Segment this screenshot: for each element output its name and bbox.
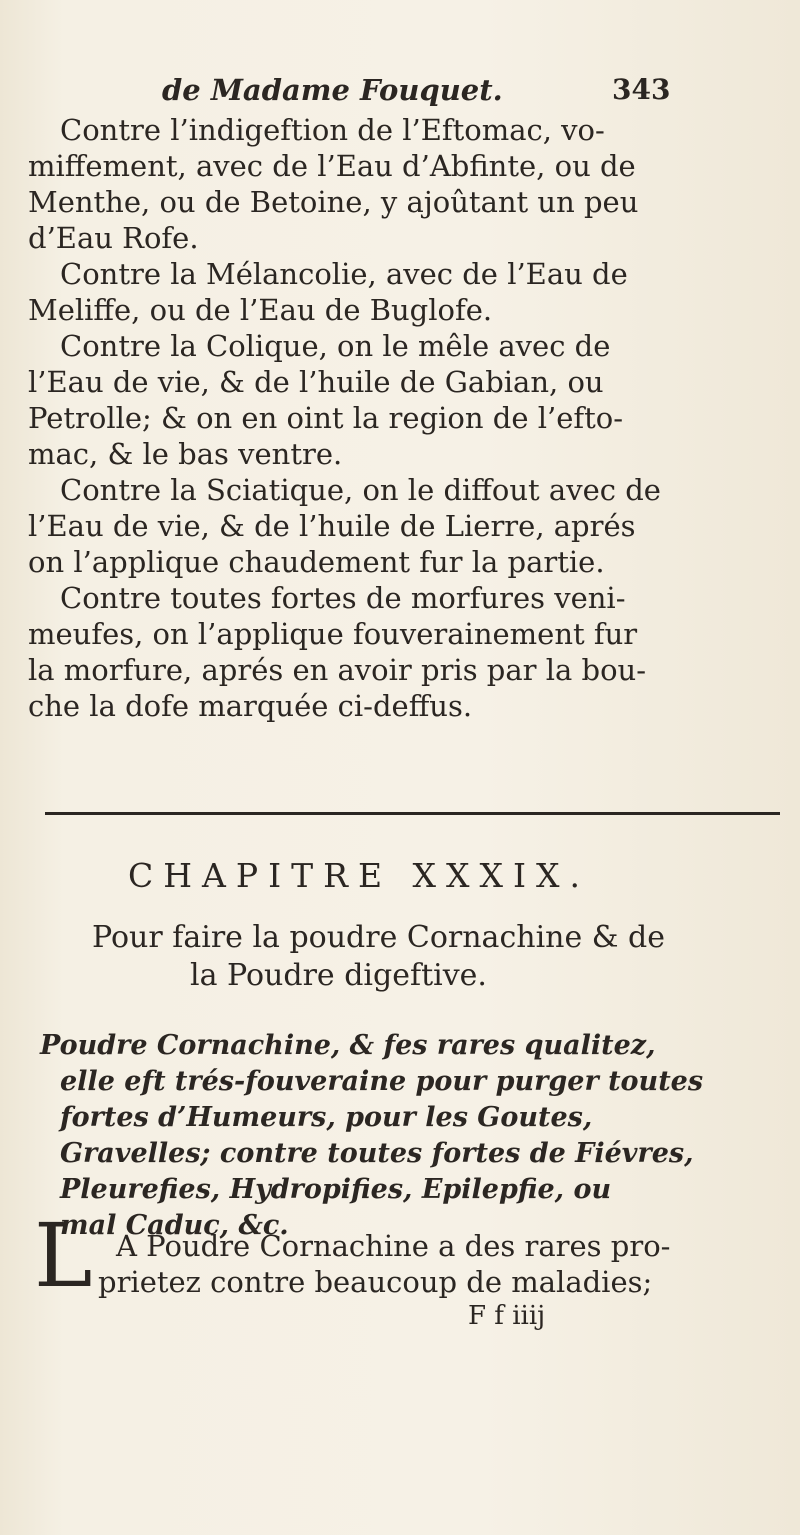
text-line: on l’applique chaudement fur la partie. (28, 545, 605, 579)
text-line: Contre la Colique, on le mêle avec de (60, 329, 611, 363)
chapter-title-line: Pour faire la poudre Cornachine & de (92, 920, 665, 955)
text-line: d’Eau Rofe. (28, 221, 199, 255)
text-line: l’Eau de vie, & de l’huile de Lierre, aprés (28, 509, 636, 543)
text-line: prietez contre beaucoup de maladies; (98, 1265, 653, 1299)
summary-line: fortes d’Humeurs, pour les Goutes, (60, 1102, 593, 1133)
summary-line: Poudre Cornachine, & fes rares qualitez, (40, 1030, 656, 1061)
text-line: Contre toutes fortes de morfures veni- (60, 581, 626, 615)
summary-line: mal Caduc, &c. (60, 1210, 289, 1241)
summary-line: Pleurefies, Hydropifies, Epilepfie, ou (60, 1174, 612, 1205)
text-line: Menthe, ou de Betoine, y ajoûtant un peu (28, 185, 639, 219)
summary-line: elle eft trés-fouveraine pour purger toutes (60, 1066, 704, 1097)
running-head: de Madame Fouquet. (162, 73, 503, 107)
text-line: Contre la Mélancolie, avec de l’Eau de (60, 257, 628, 291)
text-line: meufes, on l’applique fouverainement fur (28, 617, 638, 651)
chapter-heading: CHAPITRE XXXIX. (128, 856, 591, 895)
text-line: A Poudre Cornachine a des rares pro- (116, 1229, 671, 1263)
text-line: la morfure, aprés en avoir pris par la bou- (28, 653, 647, 687)
text-line: mac, & le bas ventre. (28, 437, 343, 471)
text-line: l’Eau de vie, & de l’huile de Gabian, ou (28, 365, 604, 399)
page-number: 343 (612, 73, 671, 106)
chapter-title-line: la Poudre digeftive. (190, 958, 487, 993)
text-line: Contre l’indigeftion de l’Eftomac, vo- (60, 113, 605, 147)
drop-cap: L (34, 1204, 93, 1307)
text-line: Contre la Sciatique, on le diffout avec de (60, 473, 661, 507)
text-line: Petrolle; & on en oint la region de l’efto- (28, 401, 624, 435)
text-line: Meliffe, ou de l’Eau de Buglofe. (28, 293, 493, 327)
signature-mark: F f iiij (468, 1301, 546, 1331)
text-line: miffement, avec de l’Eau d’Abfinte, ou de (28, 149, 636, 183)
summary-line: Gravelles; contre toutes fortes de Fiévres, (60, 1138, 694, 1169)
section-rule (45, 812, 780, 815)
text-line: che la dofe marquée ci-deffus. (28, 689, 473, 723)
